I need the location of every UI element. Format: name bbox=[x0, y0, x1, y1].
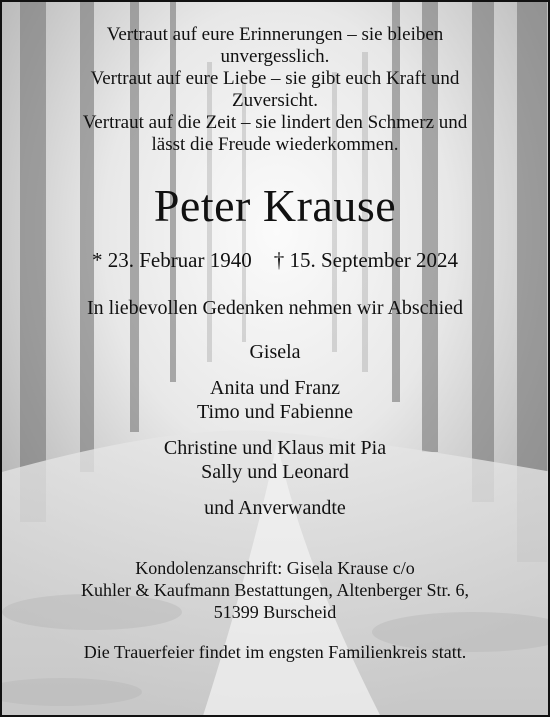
mourner-group bbox=[2, 436, 548, 484]
deceased-name: Peter Krause bbox=[153, 180, 397, 231]
funeral-note: Die Trauerfeier findet im engsten Familienkreis statt. bbox=[83, 642, 467, 662]
life-dates bbox=[2, 248, 548, 273]
mourner-group bbox=[2, 496, 548, 520]
notice-content bbox=[2, 2, 548, 663]
death-date: † 15. September 2024 bbox=[273, 248, 459, 272]
farewell-line: In liebevollen Gedenken nehmen wir Abschied bbox=[87, 297, 463, 319]
mourner-group bbox=[2, 340, 548, 364]
condolence-address bbox=[2, 557, 548, 623]
memorial-verse bbox=[45, 24, 505, 156]
address-line: 51399 Burscheid bbox=[213, 602, 337, 622]
verse-line: unvergesslich. bbox=[220, 46, 330, 67]
mourner-group bbox=[2, 376, 548, 424]
verse-line: Vertraut auf die Zeit – sie lindert den Schmerz und bbox=[82, 112, 468, 133]
verse-line: Zuversicht. bbox=[231, 90, 318, 111]
mourners-list bbox=[2, 340, 548, 520]
birth-date: * 23. Februar 1940 bbox=[91, 248, 252, 272]
mourner-name: Gisela bbox=[249, 341, 301, 363]
address-line: Kondolenzanschrift: Gisela Krause c/o bbox=[135, 558, 415, 578]
mourner-name: Christine und Klaus mit Pia bbox=[163, 437, 387, 459]
mourner-name: Anita und Franz bbox=[210, 377, 340, 399]
mourner-name: und Anverwandte bbox=[204, 497, 346, 519]
verse-line: lässt die Freude wiederkommen. bbox=[151, 134, 399, 155]
address-line: Kuhler & Kaufmann Bestattungen, Altenberger Str. 6, bbox=[80, 580, 470, 600]
verse-line: Vertraut auf eure Liebe – sie gibt euch Kraft und bbox=[90, 68, 460, 89]
verse-line: Vertraut auf eure Erinnerungen – sie bleiben bbox=[106, 24, 444, 45]
mourner-name: Sally und Leonard bbox=[201, 461, 349, 483]
mourner-name: Timo und Fabienne bbox=[197, 401, 353, 423]
